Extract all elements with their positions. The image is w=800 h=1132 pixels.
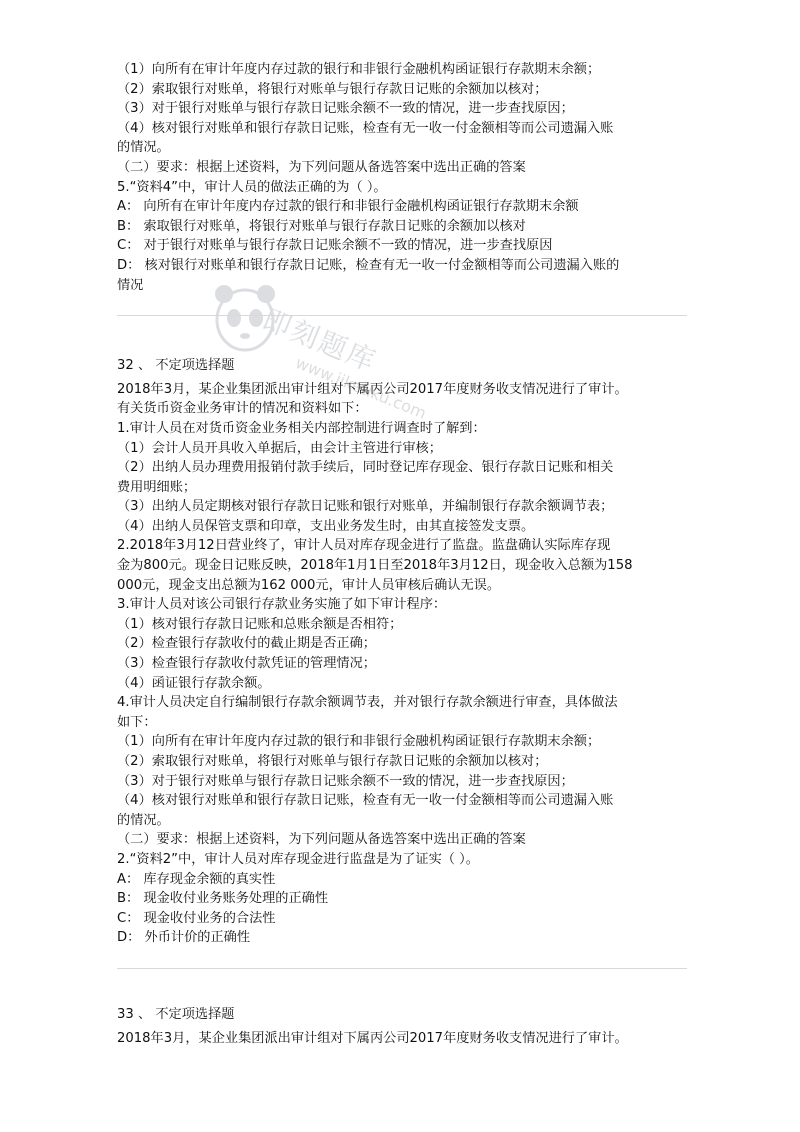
- question-stem: 2.“资料2”中，审计人员对库存现金进行监盘是为了证实（ ）。: [117, 851, 479, 867]
- text-line: 1.审计人员在对货币资金业务相关内部控制进行调查时了解到：: [117, 420, 486, 436]
- option-b: B： 索取银行对账单，将银行对账单与银行存款日记账的余额加以核对: [117, 218, 526, 234]
- option-d: D： 核对银行对账单和银行存款日记账，检查有无一收一付金额相等而公司遗漏入账的: [117, 257, 620, 273]
- question-stem: 5.“资料4”中，审计人员的做法正确的为（ ）。: [117, 179, 387, 195]
- text-line: 有关货币资金业务审计的情况和资料如下：: [117, 401, 368, 417]
- text-line: 3.审计人员对该公司银行存款业务实施了如下审计程序：: [117, 597, 447, 613]
- question-31-tail: [117, 60, 687, 295]
- text-line: 000元，现金支出总额为162 000元，审计人员审核后确认无误。: [117, 577, 501, 593]
- question-33: [117, 1005, 687, 1048]
- text-line: 2.2018年3月12日营业终了，审计人员对库存现金进行了监盘。监盘确认实际库存现: [117, 538, 611, 554]
- text-line: 2018年3月，某企业集团派出审计组对下属丙公司2017年度财务收支情况进行了审计。: [117, 381, 628, 397]
- text-line: （1）向所有在审计年度内存过款的银行和非银行金融机构函证银行存款期末余额；: [117, 734, 601, 750]
- text-line: 的情况。: [117, 140, 170, 156]
- question-32: [117, 356, 687, 948]
- text-line: 4.审计人员决定自行编制银行存款余额调节表，并对银行存款余额进行审查，具体做法: [117, 695, 618, 711]
- text-line: （4）核对银行对账单和银行存款日记账，检查有无一收一付金额相等而公司遗漏入账: [117, 120, 614, 136]
- text-line: （3）对于银行对账单与银行存款日记账余额不一致的情况，进一步查找原因；: [117, 101, 574, 117]
- question-header: 32 、 不定项选择题: [117, 358, 235, 374]
- requirement-line: （二）要求：根据上述资料，为下列问题从备选答案中选出正确的答案: [117, 159, 526, 175]
- text-line: 金为800元。现金日记账反映，2018年1月1日至2018年3月12日，现金收入总额为158: [117, 558, 633, 574]
- text-line: （2）索取银行对账单，将银行对账单与银行存款日记账的余额加以核对；: [117, 81, 548, 97]
- text-line: （3）对于银行对账单与银行存款日记账余额不一致的情况，进一步查找原因；: [117, 773, 574, 789]
- watermark-brand: 即刻题库: [257, 302, 382, 379]
- text-line: （4）核对银行对账单和银行存款日记账，检查有无一收一付金额相等而公司遗漏入账: [117, 793, 614, 809]
- text-line: （1）会计人员开具收入单据后，由会计主管进行审核；: [117, 440, 442, 456]
- option-a: A： 库存现金余额的真实性: [117, 871, 276, 887]
- text-line: （2）索取银行对账单，将银行对账单与银行存款日记账的余额加以核对；: [117, 754, 548, 769]
- watermark-url: www.jiketiku.com: [292, 353, 430, 423]
- text-line: （4）出纳人员保管支票和印章，支出业务发生时，由其直接签发支票。: [117, 518, 535, 534]
- option-c: C： 对于银行对账单与银行存款日记账余额不一致的情况，进一步查找原因: [117, 238, 553, 254]
- text-line: 费用明细账；: [117, 479, 197, 495]
- option-b: B： 现金收付业务账务处理的正确性: [117, 891, 329, 907]
- option-c: C： 现金收付业务的合法性: [117, 910, 276, 926]
- question-header: 33 、 不定项选择题: [117, 1006, 235, 1022]
- text-line: （1）向所有在审计年度内存过款的银行和非银行金融机构函证银行存款期末余额；: [117, 62, 601, 77]
- text-line: 如下：: [117, 714, 157, 730]
- text-line: （2）检查银行存款收付的截止期是否正确；: [117, 636, 376, 652]
- text-line: 2018年3月，某企业集团派出审计组对下属丙公司2017年度财务收支情况进行了审计。: [117, 1030, 628, 1046]
- text-line: （3）检查银行存款收付款凭证的管理情况；: [117, 656, 376, 672]
- text-line: （1）核对银行存款日记账和总账余额是否相符；: [117, 616, 403, 632]
- text-line: （2）出纳人员办理费用报销付款手续后，同时登记库存现金、银行存款日记账和相关: [117, 460, 614, 476]
- requirement-line: （二）要求：根据上述资料，为下列问题从备选答案中选出正确的答案: [117, 832, 526, 848]
- option-d: D： 外币计价的正确性: [117, 930, 251, 946]
- text-line: 的情况。: [117, 812, 170, 828]
- text-line: （4）函证银行存款余额。: [117, 675, 271, 691]
- option-d-cont: 情况: [117, 277, 144, 293]
- option-a: A： 向所有在审计年度内存过款的银行和非银行金融机构函证银行存款期末余额: [117, 199, 579, 215]
- document-page: [117, 60, 687, 1048]
- text-line: （3）出纳人员定期核对银行存款日记账和银行对账单，并编制银行存款余额调节表；: [117, 499, 614, 515]
